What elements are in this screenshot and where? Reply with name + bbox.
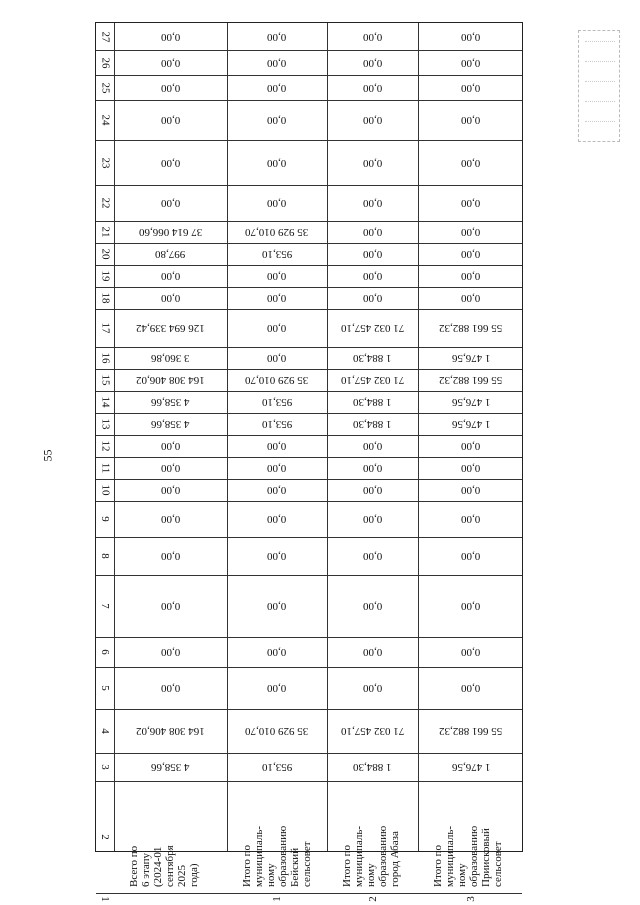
- table-cell: 0,00: [362, 550, 383, 562]
- table-cell: 0,00: [267, 646, 287, 658]
- table-cell: 4 358,66: [151, 396, 190, 408]
- column-number: 21: [99, 226, 111, 238]
- row-name: Итого по муниципаль- ному образованию Бейский сельсовет: [241, 825, 313, 887]
- column-number: 14: [99, 396, 111, 408]
- table-cell: 0,00: [267, 81, 287, 94]
- table-cell: 0,00: [267, 292, 287, 304]
- table-cell: 0,00: [362, 248, 383, 260]
- row-index: 2: [366, 896, 379, 902]
- table-cell: 4 358,66: [151, 761, 190, 773]
- table-cell: 0,00: [461, 484, 481, 496]
- column-number: 3: [99, 764, 111, 770]
- table-cell: 55 661 882,32: [439, 322, 503, 334]
- table-cell: 0,00: [362, 56, 383, 69]
- table-cell: 0,00: [362, 197, 383, 209]
- column-number: 5: [99, 685, 111, 691]
- column-number: 6: [99, 649, 111, 655]
- table-cell: 0,00: [362, 81, 383, 94]
- table-cell: 0,00: [267, 197, 287, 209]
- table-cell: 953,10: [261, 761, 293, 773]
- column-number: 4: [99, 728, 111, 734]
- table-cell: 0,00: [362, 292, 383, 304]
- table-cell: 0,00: [461, 81, 481, 94]
- table-cell: 0,00: [160, 114, 181, 126]
- table-cell: 0,00: [160, 81, 181, 94]
- table-cell: 0,00: [160, 513, 181, 525]
- table-cell: 1 476,56: [451, 761, 491, 773]
- column-number: 2: [99, 834, 111, 840]
- table-cell: 1 476,56: [451, 418, 491, 430]
- table-cell: 0,00: [461, 114, 481, 126]
- column-number: 20: [99, 248, 111, 260]
- table-cell: 0,00: [461, 156, 481, 169]
- table-cell: 0,00: [267, 462, 287, 474]
- table-cell: 0,00: [362, 682, 383, 694]
- table-cell: 4 358,66: [151, 418, 190, 430]
- table-cell: 953,10: [261, 418, 293, 430]
- table-cell: 0,00: [160, 30, 181, 43]
- table-cell: 0,00: [160, 646, 181, 658]
- column-number: 10: [99, 484, 111, 496]
- page-number: 55: [40, 449, 55, 462]
- table-cell: 71 032 457,10: [340, 725, 405, 737]
- column-number: 15: [99, 374, 111, 386]
- table-cell: 0,00: [461, 248, 481, 260]
- table-cell: 1 884,30: [353, 418, 392, 430]
- table-cell: 0,00: [267, 513, 287, 525]
- table-cell: 164 308 406,02: [136, 374, 205, 386]
- table-cell: 1 476,56: [451, 396, 491, 408]
- table-cell: 35 929 010,70: [245, 374, 309, 386]
- column-number: 7: [99, 603, 111, 609]
- table-cell: 0,00: [362, 646, 383, 658]
- table-cell: 3 360,86: [151, 352, 190, 364]
- row-index: 1: [271, 896, 283, 902]
- table-cell: 0,00: [461, 56, 481, 69]
- table-cell: 0,00: [160, 197, 181, 209]
- table-cell: 0,00: [160, 270, 181, 282]
- column-number: 23: [99, 157, 111, 168]
- table-cell: 0,00: [267, 270, 287, 282]
- table-cell: 0,00: [160, 462, 181, 474]
- table-cell: 0,00: [461, 513, 481, 525]
- table-cell: 1 476,56: [451, 352, 491, 364]
- table-cell: 0,00: [461, 682, 481, 694]
- column-number: 24: [99, 114, 111, 126]
- table-cell: 0,00: [160, 682, 181, 694]
- column-number: 11: [99, 462, 111, 474]
- table-cell: 0,00: [461, 226, 481, 238]
- table-cell: 0,00: [362, 440, 383, 452]
- table-cell: 0,00: [461, 646, 481, 658]
- column-number: 9: [99, 516, 111, 522]
- table-cell: 0,00: [362, 513, 383, 525]
- table-cell: 1 884,30: [353, 761, 392, 773]
- table-cell: 0,00: [267, 30, 287, 43]
- table-cell: 0,00: [461, 440, 481, 452]
- column-number: 19: [99, 270, 111, 282]
- table-cell: 0,00: [160, 550, 181, 562]
- table-cell: 71 032 457,10: [340, 374, 405, 386]
- column-number: 18: [99, 292, 111, 304]
- table-cell: 0,00: [160, 156, 181, 169]
- table-cell: 953,10: [261, 248, 293, 260]
- table-cell: 0,00: [362, 226, 383, 238]
- table-cell: 0,00: [267, 156, 287, 169]
- table-cell: 0,00: [160, 292, 181, 304]
- column-number: 12: [99, 440, 111, 452]
- table-cell: 0,00: [160, 440, 181, 452]
- column-number: 8: [99, 553, 111, 559]
- table-cell: 0,00: [267, 550, 287, 562]
- column-number: 25: [99, 82, 111, 93]
- row-name: Итого по муниципаль- ному образованию Приисковый сельсовет: [432, 825, 504, 887]
- table-cell: 0,00: [267, 114, 287, 126]
- column-number: 13: [99, 418, 111, 430]
- table-cell: 0,00: [267, 352, 287, 364]
- table-cell: 35 929 010,70: [245, 226, 309, 238]
- table-cell: 164 308 406,02: [136, 725, 205, 737]
- table-cell: 0,00: [362, 484, 383, 496]
- table-cell: 0,00: [461, 30, 481, 43]
- table-cell: 0,00: [461, 462, 481, 474]
- table-cell: 0,00: [267, 484, 287, 496]
- table-cell: 0,00: [362, 462, 383, 474]
- column-number: 26: [99, 57, 111, 68]
- column-number: 16: [99, 352, 111, 364]
- grid-line: [96, 781, 522, 782]
- table-cell: 953,10: [261, 396, 293, 408]
- row-name: Итого по муниципаль- ному образованию город Абаза: [341, 825, 401, 887]
- table-cell: 997,80: [155, 248, 186, 260]
- table-cell: 71 032 457,10: [340, 322, 405, 334]
- column-number: 1: [99, 896, 111, 902]
- table-cell: 0,00: [362, 156, 383, 169]
- table-cell: 0,00: [362, 600, 383, 612]
- column-number: 27: [99, 31, 111, 42]
- column-number: 17: [99, 322, 111, 334]
- column-number: 22: [99, 197, 111, 209]
- data-table: [95, 22, 523, 902]
- margin-stamp: [578, 30, 620, 142]
- table-cell: 0,00: [461, 197, 481, 209]
- table-cell: 1 884,30: [353, 396, 392, 408]
- table-cell: 0,00: [461, 550, 481, 562]
- table-cell: 0,00: [362, 270, 383, 282]
- table-cell: 0,00: [267, 600, 287, 612]
- table-cell: 0,00: [461, 600, 481, 612]
- table-cell: 55 661 882,32: [439, 725, 503, 737]
- table-cell: 0,00: [267, 56, 287, 69]
- table-cell: 0,00: [461, 270, 481, 282]
- table-cell: 35 929 010,70: [245, 725, 309, 737]
- table-cell: 0,00: [267, 440, 287, 452]
- table-cell: 0,00: [160, 56, 181, 69]
- table-cell: 0,00: [362, 114, 383, 126]
- table-cell: 0,00: [461, 292, 481, 304]
- table-cell: 1 884,30: [353, 352, 392, 364]
- row-name: Всего по 6 этапу (2024-01 сентября 2025 года): [128, 845, 200, 887]
- table-cell: 37 614 066,60: [138, 226, 203, 238]
- table-cell: 55 661 882,32: [439, 374, 503, 386]
- table-cell: 0,00: [362, 30, 383, 43]
- table-cell: 0,00: [160, 600, 181, 612]
- table-cell: 0,00: [267, 322, 287, 334]
- row-index: 3: [465, 896, 477, 902]
- table-cell: 0,00: [267, 682, 287, 694]
- table-cell: 126 694 339,42: [136, 322, 205, 334]
- table-cell: 0,00: [160, 484, 181, 496]
